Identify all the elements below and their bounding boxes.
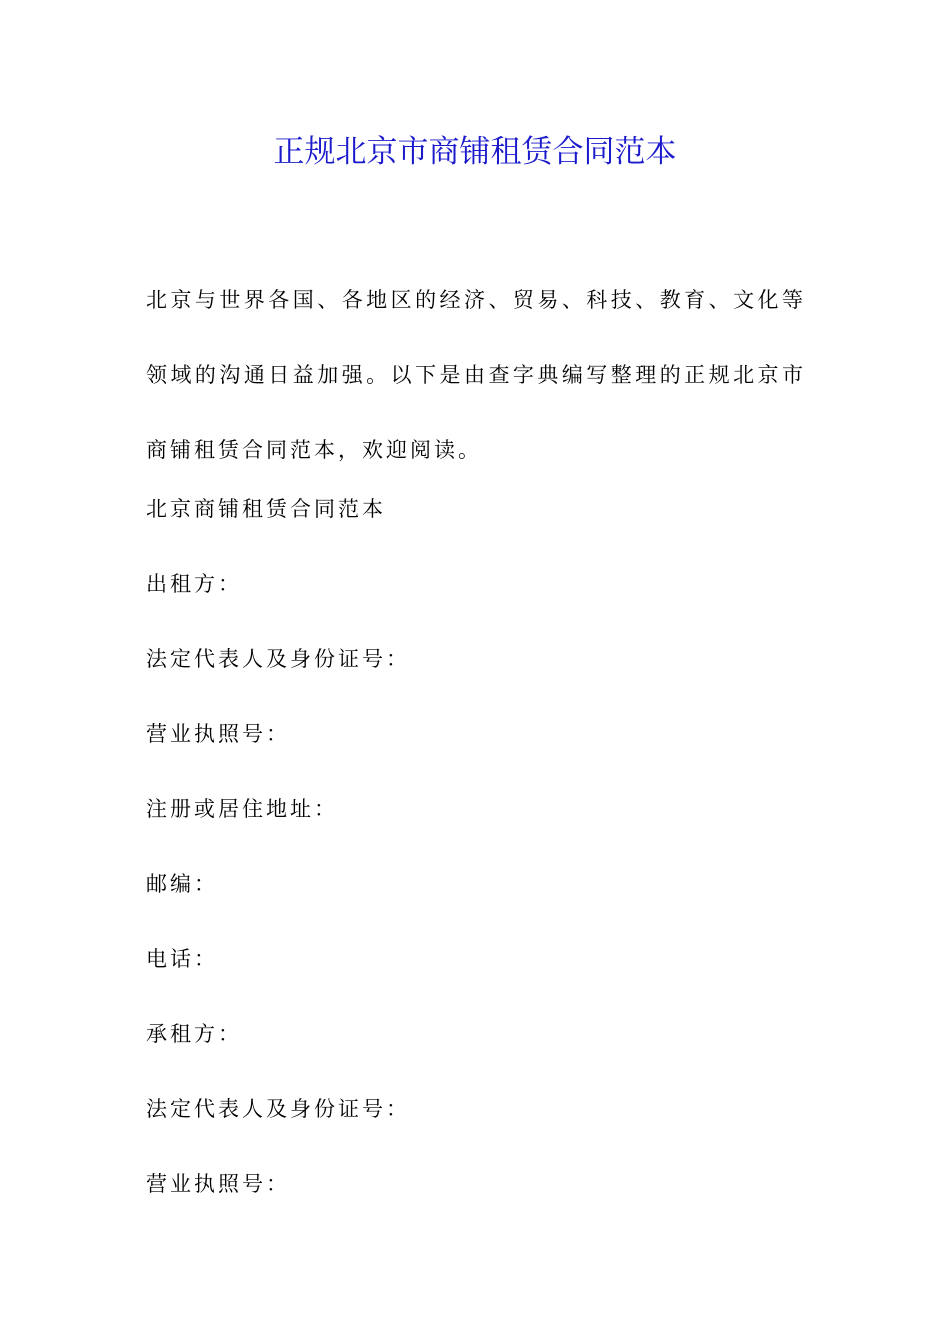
contract-subtitle: 北京商铺租赁合同范本 [146,497,386,521]
lessor-legal-rep-label: 法定代表人及身份证号： [146,647,410,671]
lessor-address-label: 注册或居住地址： [146,797,338,821]
lessee-legal-rep-label: 法定代表人及身份证号： [146,1097,410,1121]
lessee-label: 承租方： [146,1022,242,1046]
intro-paragraph: 北京与世界各国、各地区的经济、贸易、科技、教育、文化等领域的沟通日益加强。以下是由查字典编写整理的正规北京市商铺租赁合同范本，欢迎阅读。 [146,288,806,462]
lessor-postcode-label: 邮编： [146,872,218,896]
lessor-label: 出租方： [146,572,242,596]
lessor-license-label: 营业执照号： [146,722,290,746]
lessee-license-label: 营业执照号： [146,1172,290,1196]
contract-fields [146,488,806,1238]
document-title: 正规北京市商铺租赁合同范本 [273,134,677,170]
lessor-phone-label: 电话： [146,947,218,971]
